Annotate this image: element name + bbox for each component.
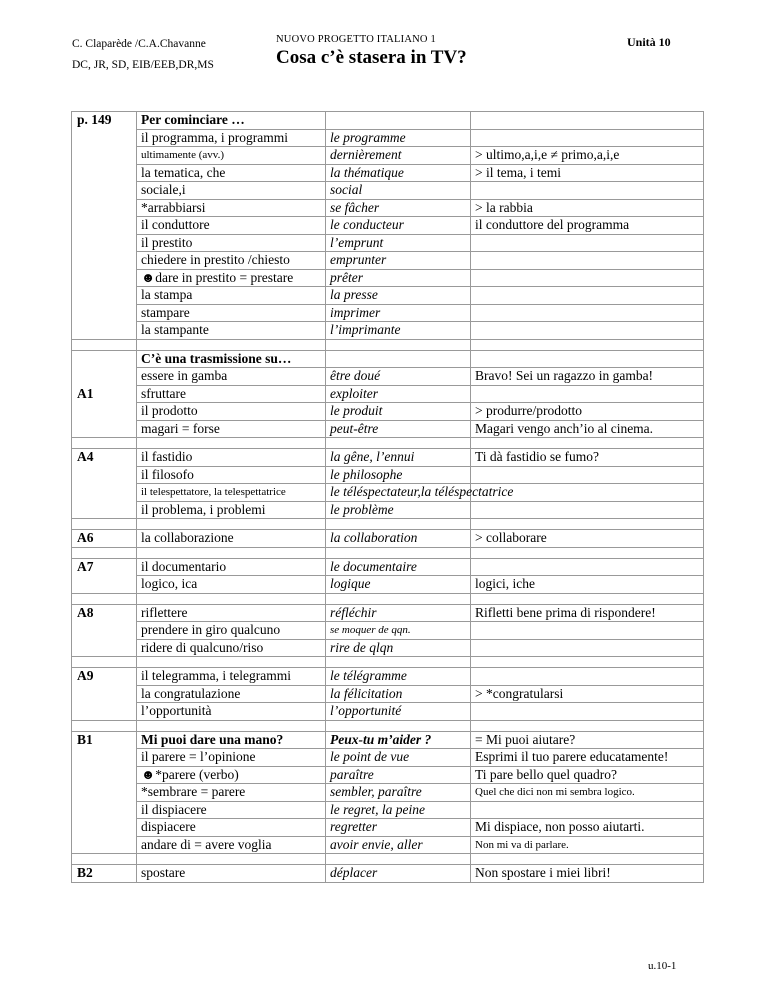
example-note (471, 558, 704, 576)
french-translation: le point de vue (326, 749, 471, 767)
spacer-cell (471, 339, 704, 350)
example-note: Non mi va di parlare. (471, 836, 704, 854)
example-note (471, 322, 704, 340)
vocab-row (72, 639, 704, 657)
example-note (471, 703, 704, 721)
french-translation: l’opportunité (326, 703, 471, 721)
example-note: > produrre/prodotto (471, 403, 704, 421)
italian-term: il documentario (137, 558, 326, 576)
section-label: A9 (72, 668, 137, 721)
vocab-row (72, 622, 704, 640)
section-label: A6 (72, 530, 137, 548)
french-translation: le philosophe (326, 466, 471, 484)
unit-label: Unità 10 (627, 35, 671, 49)
italian-term: ☻*parere (verbo) (137, 766, 326, 784)
vocab-row (72, 668, 704, 686)
spacer-row (72, 519, 704, 530)
vocab-row (72, 164, 704, 182)
vocab-row (72, 466, 704, 484)
vocab-row (72, 182, 704, 200)
french-translation: imprimer (326, 304, 471, 322)
vocab-row (72, 199, 704, 217)
italian-term: la congratulazione (137, 685, 326, 703)
italian-term: il prodotto (137, 403, 326, 421)
spacer-cell (137, 438, 326, 449)
spacer-cell (326, 547, 471, 558)
example-note (471, 385, 704, 403)
vocab-row (72, 501, 704, 519)
author-line-1: C. Claparède /C.A.Chavanne (72, 38, 206, 50)
french-translation: le documentaire (326, 558, 471, 576)
example-note (471, 287, 704, 305)
section-label: A1 (72, 350, 137, 438)
example-note (471, 639, 704, 657)
empty-cell (326, 350, 471, 368)
spacer-row (72, 547, 704, 558)
spacer-cell (471, 547, 704, 558)
example-note: Ti dà fastidio se fumo? (471, 449, 704, 467)
french-translation: réfléchir (326, 604, 471, 622)
spacer-cell (72, 547, 137, 558)
spacer-cell (326, 339, 471, 350)
italian-term: chiedere in prestito /chiesto (137, 252, 326, 270)
italian-term: logico, ica (137, 576, 326, 594)
italian-term: la stampante (137, 322, 326, 340)
spacer-row (72, 657, 704, 668)
spacer-cell (326, 657, 471, 668)
spacer-row (72, 854, 704, 865)
spacer-cell (326, 438, 471, 449)
italian-term: la tematica, che (137, 164, 326, 182)
italian-term: Mi puoi dare una mano? (137, 731, 326, 749)
spacer-cell (72, 519, 137, 530)
french-translation: social (326, 182, 471, 200)
example-note (471, 269, 704, 287)
section-heading-row (72, 112, 704, 130)
french-translation: exploiter (326, 385, 471, 403)
page-title: Cosa c’è stasera in TV? (276, 47, 467, 68)
italian-term: stampare (137, 304, 326, 322)
italian-term: il prestito (137, 234, 326, 252)
french-translation: Peux-tu m’aider ? (326, 731, 471, 749)
example-note: > ultimo,a,i,e ≠ primo,a,i,e (471, 147, 704, 165)
spacer-cell (72, 593, 137, 604)
french-translation: prêter (326, 269, 471, 287)
french-translation: dernièrement (326, 147, 471, 165)
french-translation: sembler, paraître (326, 784, 471, 802)
vocabulary-table (71, 111, 704, 883)
vocab-row (72, 234, 704, 252)
french-translation: la thématique (326, 164, 471, 182)
italian-term: magari = forse (137, 420, 326, 438)
vocab-row (72, 147, 704, 165)
vocab-row (72, 129, 704, 147)
italian-term: essere in gamba (137, 368, 326, 386)
italian-term: ☻dare in prestito = prestare (137, 269, 326, 287)
spacer-cell (137, 854, 326, 865)
plural-form: logici, iche (471, 576, 704, 594)
example-note (471, 182, 704, 200)
italian-term: il problema, i problemi (137, 501, 326, 519)
italian-term: il telespettatore, la telespettatrice (137, 484, 326, 502)
vocab-row (72, 530, 704, 548)
vocab-row (72, 322, 704, 340)
header-center (276, 34, 467, 69)
vocab-row (72, 784, 704, 802)
vocab-row (72, 604, 704, 622)
french-translation: être doué (326, 368, 471, 386)
french-translation: le téléspectateur,la téléspectatrice (326, 484, 471, 502)
vocab-row (72, 576, 704, 594)
section-heading-row (72, 350, 704, 368)
section-label: A8 (72, 604, 137, 657)
spacer-row (72, 593, 704, 604)
french-translation: le programme (326, 129, 471, 147)
section-heading: C’è una trasmissione su… (137, 350, 326, 368)
vocab-row (72, 766, 704, 784)
italian-term: *sembrare = parere (137, 784, 326, 802)
spacer-cell (137, 547, 326, 558)
section-label: B1 (72, 731, 137, 854)
italian-term: l’opportunità (137, 703, 326, 721)
vocab-row (72, 449, 704, 467)
italian-term: ridere di qualcuno/riso (137, 639, 326, 657)
example-note (471, 252, 704, 270)
vocab-row (72, 731, 704, 749)
french-translation: déplacer (326, 865, 471, 883)
example-note: > la rabbia (471, 199, 704, 217)
spacer-row (72, 339, 704, 350)
italian-term: sfruttare (137, 385, 326, 403)
vocab-row (72, 304, 704, 322)
example-note: Esprimi il tuo parere educatamente! (471, 749, 704, 767)
example-note (471, 234, 704, 252)
french-translation: se moquer de qqn. (326, 622, 471, 640)
vocab-row (72, 420, 704, 438)
french-translation: le problème (326, 501, 471, 519)
italian-term: riflettere (137, 604, 326, 622)
french-translation: logique (326, 576, 471, 594)
vocab-row (72, 836, 704, 854)
spacer-cell (72, 657, 137, 668)
french-translation: le conducteur (326, 217, 471, 235)
example-note: = Mi puoi aiutare? (471, 731, 704, 749)
spacer-cell (137, 519, 326, 530)
example-note: Non spostare i miei libri! (471, 865, 704, 883)
vocab-row (72, 269, 704, 287)
example-note: Quel che dici non mi sembra logico. (471, 784, 704, 802)
spacer-cell (137, 657, 326, 668)
empty-cell (471, 350, 704, 368)
spacer-cell (326, 593, 471, 604)
french-translation: regretter (326, 819, 471, 837)
vocab-row (72, 685, 704, 703)
vocab-row (72, 368, 704, 386)
spacer-cell (471, 657, 704, 668)
example-note (471, 129, 704, 147)
section-heading: Per cominciare … (137, 112, 326, 130)
italian-term: il dispiacere (137, 801, 326, 819)
example-note (471, 304, 704, 322)
italian-term: il fastidio (137, 449, 326, 467)
spacer-cell (471, 438, 704, 449)
example-note (471, 801, 704, 819)
vocab-row (72, 403, 704, 421)
french-translation: l’emprunt (326, 234, 471, 252)
french-translation: la gêne, l’ennui (326, 449, 471, 467)
section-label: p. 149 (72, 112, 137, 340)
section-label: A7 (72, 558, 137, 593)
example-note (471, 622, 704, 640)
author-line-2: DC, JR, SD, EIB/EEB,DR,MS (72, 59, 214, 71)
italian-term: andare di = avere voglia (137, 836, 326, 854)
vocab-row (72, 865, 704, 883)
italian-term: prendere in giro qualcuno (137, 622, 326, 640)
spacer-row (72, 720, 704, 731)
vocab-row (72, 801, 704, 819)
example-note (471, 501, 704, 519)
spacer-cell (471, 854, 704, 865)
spacer-cell (326, 720, 471, 731)
example-note: Ti pare bello quel quadro? (471, 766, 704, 784)
french-translation: le produit (326, 403, 471, 421)
italian-term: la stampa (137, 287, 326, 305)
french-translation: le regret, la peine (326, 801, 471, 819)
french-translation: emprunter (326, 252, 471, 270)
italian-term: ultimamente (avv.) (137, 147, 326, 165)
example-note: Bravo! Sei un ragazzo in gamba! (471, 368, 704, 386)
empty-cell (326, 112, 471, 130)
example-note: > il tema, i temi (471, 164, 704, 182)
spacer-cell (72, 854, 137, 865)
french-translation: rire de qlqn (326, 639, 471, 657)
french-translation: l’imprimante (326, 322, 471, 340)
example-note: > collaborare (471, 530, 704, 548)
vocab-row (72, 749, 704, 767)
spacer-cell (72, 438, 137, 449)
spacer-cell (72, 720, 137, 731)
section-label: B2 (72, 865, 137, 883)
italian-term: dispiacere (137, 819, 326, 837)
spacer-cell (471, 720, 704, 731)
italian-term: il parere = l’opinione (137, 749, 326, 767)
vocab-row (72, 287, 704, 305)
spacer-cell (72, 339, 137, 350)
vocab-row (72, 217, 704, 235)
example-note (471, 668, 704, 686)
italian-term: il conduttore (137, 217, 326, 235)
vocab-row (72, 703, 704, 721)
spacer-cell (137, 339, 326, 350)
french-translation: se fâcher (326, 199, 471, 217)
french-translation: la félicitation (326, 685, 471, 703)
empty-cell (471, 112, 704, 130)
example-note: Rifletti bene prima di rispondere! (471, 604, 704, 622)
spacer-cell (326, 519, 471, 530)
italian-term: il telegramma, i telegrammi (137, 668, 326, 686)
spacer-cell (137, 593, 326, 604)
italian-term: spostare (137, 865, 326, 883)
course-name: NUOVO PROGETTO ITALIANO 1 (276, 34, 436, 45)
example-note: Magari vengo anch’io al cinema. (471, 420, 704, 438)
italian-term: sociale,i (137, 182, 326, 200)
french-translation: la presse (326, 287, 471, 305)
vocab-row (72, 819, 704, 837)
spacer-row (72, 438, 704, 449)
example-note (471, 466, 704, 484)
italian-term: *arrabbiarsi (137, 199, 326, 217)
italian-term: la collaborazione (137, 530, 326, 548)
example-note: > *congratularsi (471, 685, 704, 703)
french-translation: peut-être (326, 420, 471, 438)
french-translation: la collaboration (326, 530, 471, 548)
page-number: u.10-1 (648, 960, 677, 972)
vocab-row (72, 484, 704, 502)
example-note: il conduttore del programma (471, 217, 704, 235)
section-label: A4 (72, 449, 137, 519)
italian-term: il filosofo (137, 466, 326, 484)
french-translation: avoir envie, aller (326, 836, 471, 854)
spacer-cell (471, 593, 704, 604)
spacer-cell (326, 854, 471, 865)
vocab-row (72, 252, 704, 270)
author-block (72, 34, 214, 76)
example-note: Mi dispiace, non posso aiutarti. (471, 819, 704, 837)
spacer-cell (137, 720, 326, 731)
french-translation: paraître (326, 766, 471, 784)
vocab-row (72, 385, 704, 403)
spacer-cell (471, 519, 704, 530)
french-translation: le télégramme (326, 668, 471, 686)
vocab-row (72, 558, 704, 576)
italian-term: il programma, i programmi (137, 129, 326, 147)
